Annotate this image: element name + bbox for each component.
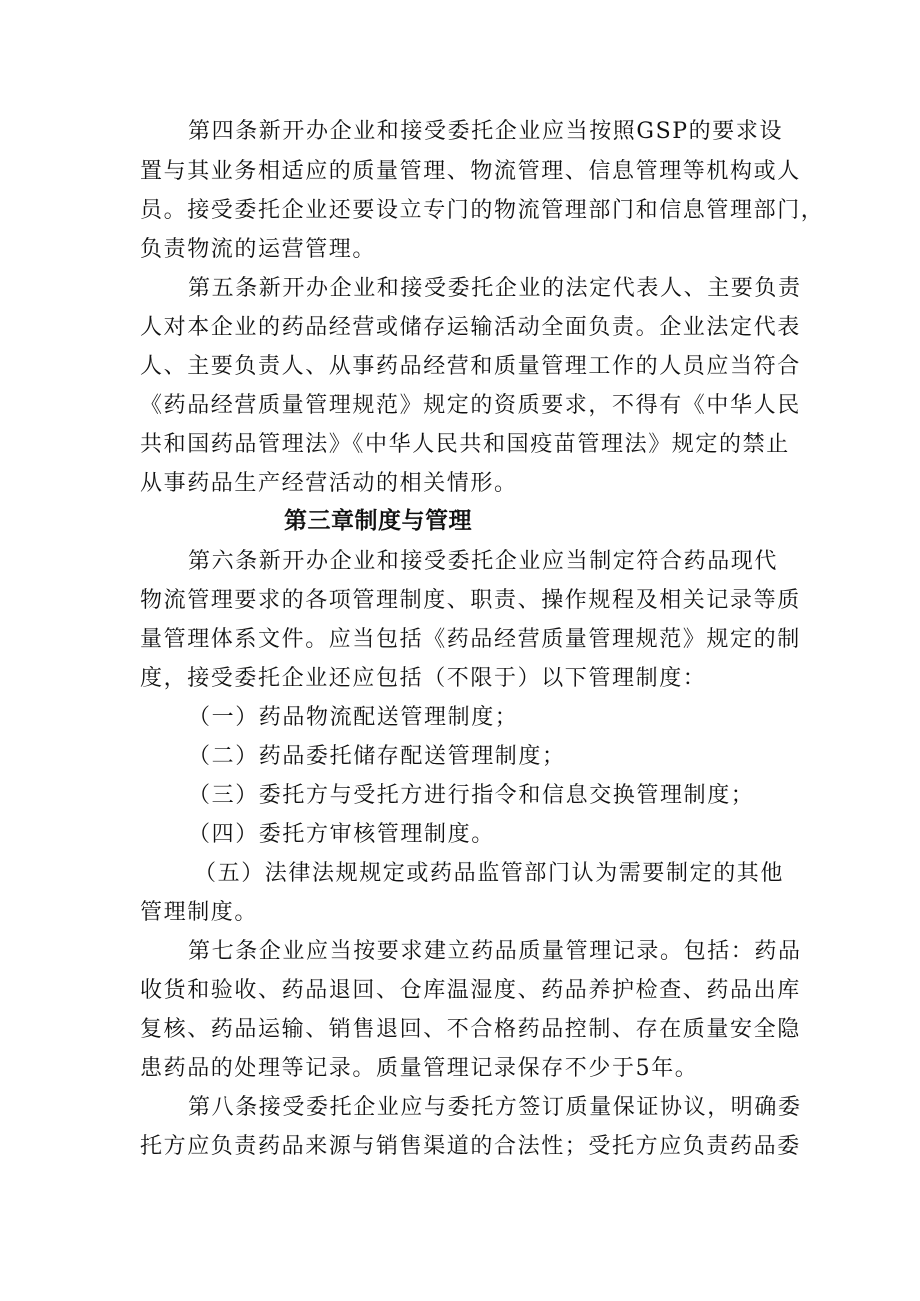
article-4-line-1: 第四条新开办企业和接受委托企业应当按照GSP的要求设 [188, 119, 784, 144]
article-6-line-2: 物流管理要求的各项管理制度、职责、操作规程及相关记录等质 [140, 588, 801, 613]
article-4-line-3: 员。接受委托企业还要设立专门的物流管理部门和信息管理部门， [140, 198, 825, 223]
list-item-3: （三）委托方与受托方进行指令和信息交换管理制度； [188, 783, 755, 808]
list-item-1: （一）药品物流配送管理制度； [188, 705, 519, 730]
list-item-5-line-2: 管理制度。 [140, 900, 259, 925]
article-5-line-4: 《药品经营质量管理规范》规定的资质要求，不得有《中华人民 [140, 393, 801, 418]
list-item-5-line-1: （五）法律法规规定或药品监管部门认为需要制定的其他 [194, 861, 785, 886]
article-5-line-2: 人对本企业的药品经营或储存运输活动全面负责。企业法定代表 [140, 315, 801, 340]
article-7-line-3: 复核、药品运输、销售退回、不合格药品控制、存在质量安全隐 [140, 1017, 801, 1042]
article-6-line-3: 量管理体系文件。应当包括《药品经营质量管理规范》规定的制 [140, 627, 801, 652]
list-item-4: （四）委托方审核管理制度。 [188, 822, 495, 847]
article-6-line-1: 第六条新开办企业和接受委托企业应当制定符合药品现代 [188, 549, 779, 574]
article-7-line-1: 第七条企业应当按要求建立药品质量管理记录。包括：药品 [188, 939, 802, 964]
article-5-line-1: 第五条新开办企业和接受委托企业的法定代表人、主要负责 [188, 276, 802, 301]
article-5-line-5: 共和国药品管理法》《中华人民共和国疫苗管理法》规定的禁止 [140, 432, 790, 457]
article-6-line-4: 度，接受委托企业还应包括（不限于）以下管理制度： [140, 666, 707, 691]
chapter-heading: 第三章制度与管理 [284, 508, 472, 534]
list-item-2: （二）药品委托储存配送管理制度； [188, 744, 566, 769]
article-7-line-2: 收货和验收、药品退回、仓库温湿度、药品养护检查、药品出库 [140, 978, 801, 1003]
article-8-line-2: 托方应负责药品来源与销售渠道的合法性；受托方应负责药品委 [140, 1134, 801, 1159]
article-7-line-4: 患药品的处理等记录。质量管理记录保存不少于5年。 [140, 1056, 699, 1081]
article-5-line-6: 从事药品生产经营活动的相关情形。 [140, 471, 518, 496]
article-4-line-2: 置与其业务相适应的质量管理、物流管理、信息管理等机构或人 [140, 159, 801, 184]
article-4-line-4: 负责物流的运营管理。 [140, 237, 377, 262]
article-5-line-3: 人、主要负责人、从事药品经营和质量管理工作的人员应当符合 [140, 354, 801, 379]
article-8-line-1: 第八条接受委托企业应与委托方签订质量保证协议，明确委 [188, 1095, 802, 1120]
